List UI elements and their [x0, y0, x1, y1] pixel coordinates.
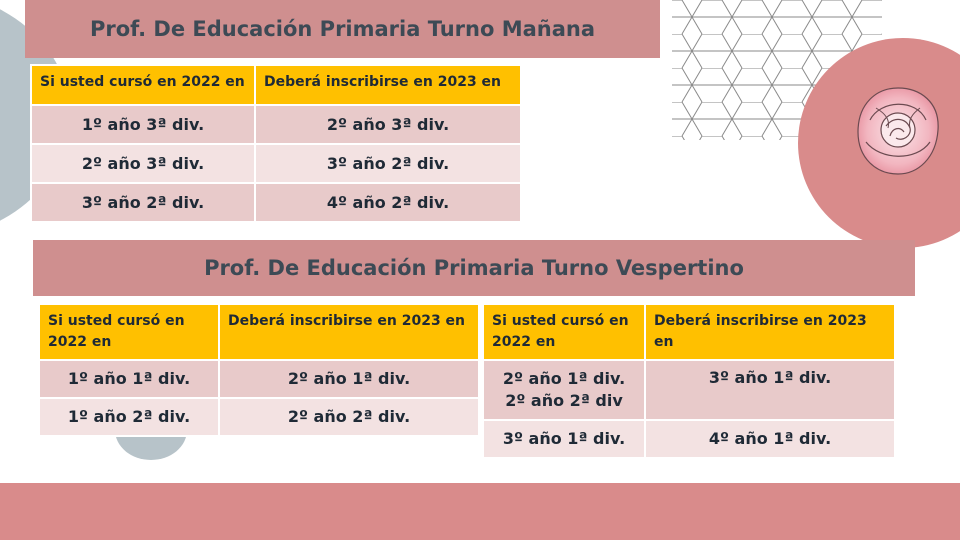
evening-schedule-table-right — [482, 303, 896, 459]
cell-from: 2º año 3ª div. — [31, 144, 255, 183]
table-row — [483, 360, 895, 420]
cell-to: 3º año 1ª div. — [645, 360, 895, 420]
cell-from: 1º año 1ª div. — [39, 360, 219, 398]
header-to: Deberá inscribirse en 2023 en — [645, 304, 895, 360]
table-header-row — [31, 65, 521, 105]
morning-schedule-table — [30, 64, 522, 223]
evening-title: Prof. De Educación Primaria Turno Vespertino — [204, 256, 744, 280]
cell-from — [483, 360, 645, 420]
evening-title-bar — [33, 240, 915, 296]
header-from: Si usted cursó en 2022 en — [39, 304, 219, 360]
cell-from: 3º año 2ª div. — [31, 183, 255, 222]
cell-from-line: 2º año 2ª div — [505, 391, 623, 410]
table-header-row — [39, 304, 479, 360]
cell-from: 1º año 2ª div. — [39, 398, 219, 436]
cell-from: 1º año 3ª div. — [31, 105, 255, 144]
table-row — [483, 420, 895, 458]
header-to: Deberá inscribirse en 2023 en — [219, 304, 479, 360]
evening-schedule-table-left — [38, 303, 480, 437]
footer-band — [0, 483, 960, 540]
rose-icon — [850, 80, 946, 180]
table-row — [31, 144, 521, 183]
header-from: Si usted cursó en 2022 en — [31, 65, 255, 105]
cell-to: 4º año 1ª div. — [645, 420, 895, 458]
cell-to: 2º año 2ª div. — [219, 398, 479, 436]
table-row — [31, 183, 521, 222]
table-row — [39, 360, 479, 398]
cell-from-line: 2º año 1ª div. — [502, 369, 626, 388]
cell-to: 3º año 2ª div. — [255, 144, 521, 183]
header-from: Si usted cursó en 2022 en — [483, 304, 645, 360]
morning-title: Prof. De Educación Primaria Turno Mañana — [89, 17, 596, 41]
table-row — [39, 398, 479, 436]
morning-title-bar — [25, 0, 660, 58]
cell-to: 2º año 1ª div. — [219, 360, 479, 398]
table-row — [31, 105, 521, 144]
table-header-row — [483, 304, 895, 360]
header-to: Deberá inscribirse en 2023 en — [255, 65, 521, 105]
cell-to: 2º año 3ª div. — [255, 105, 521, 144]
cell-to: 4º año 2ª div. — [255, 183, 521, 222]
cell-from: 3º año 1ª div. — [483, 420, 645, 458]
